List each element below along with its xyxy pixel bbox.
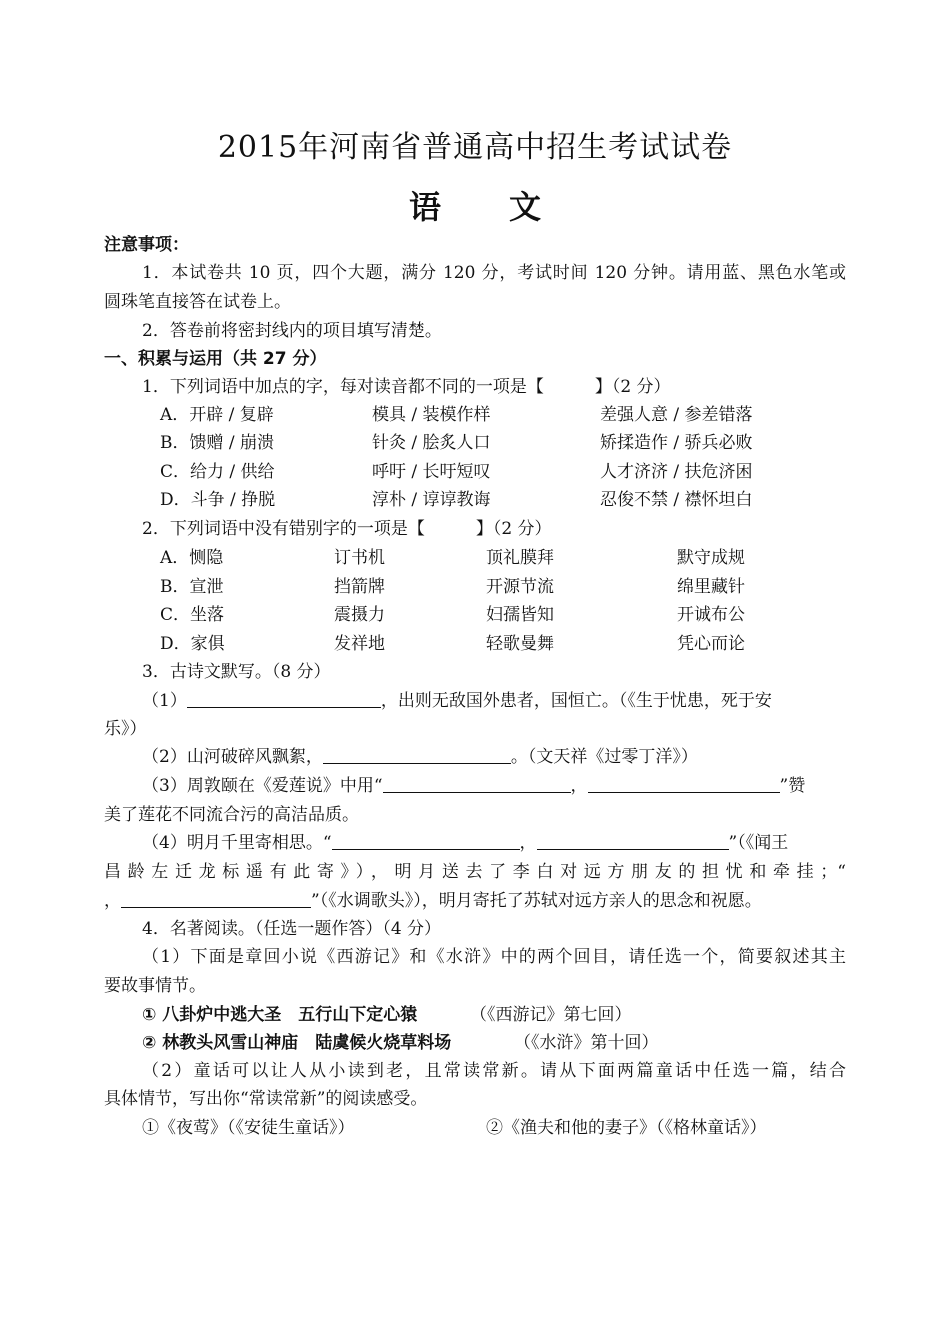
section-1-heading: 一、积累与运用（共 27 分）	[104, 349, 327, 369]
q4-choice-1-title: ① 八卦炉中逃大圣 五行山下定心猿	[142, 1005, 418, 1025]
q1-option-a-2: 模具 / 装模作样	[372, 405, 491, 425]
answer-blank[interactable]	[537, 833, 729, 850]
q4-part-1-cont: 要故事情节。	[104, 976, 206, 996]
q3-part-4	[142, 832, 788, 854]
q3-part-2	[142, 746, 698, 768]
q3-part-4-cont-2	[104, 890, 762, 912]
q4-story-1: ①《夜莺》（《安徒生童话》）	[142, 1118, 355, 1138]
exam-title: 2015年河南省普通高中招生考试试卷	[217, 130, 733, 165]
q2-option-d-4: 凭心而论	[677, 634, 745, 654]
answer-blank[interactable]	[588, 776, 780, 793]
q4-choice-1-source: （《西游记》第七回）	[470, 1005, 632, 1025]
q4-part-2-cont: 具体情节，写出你“常读常新”的阅读感受。	[104, 1089, 428, 1109]
subject-title	[0, 182, 950, 228]
q3-part-1	[142, 690, 772, 712]
answer-blank[interactable]	[332, 833, 520, 850]
q3-part-4-source: ”（《水调歌头》），明月寄托了苏轼对远方亲人的思念和祝愿。	[311, 891, 762, 911]
q3-part-3-cont: 美了莲花不同流合污的高洁品质。	[104, 805, 359, 825]
q2-option-d-1: D．家俱	[160, 634, 225, 654]
q1-option-b-1: B．馈赠 / 崩溃	[160, 433, 275, 453]
q2-option-c-1: C．坐落	[160, 605, 225, 625]
q3-part-3-comma: ，	[570, 776, 588, 796]
q4-part-1: （1）下面是章回小说《西游记》和《水浒》中的两个回目，请任选一个，简要叙述其主	[142, 947, 846, 967]
q1-stem: 1．下列词语中加点的字，每对读音都不同的一项是【 】（2 分）	[142, 377, 671, 397]
q1-option-d-1: D．斗争 / 挣脱	[160, 490, 276, 510]
q2-option-b-4: 绵里藏针	[677, 577, 745, 597]
q3-part-4-comma: ，	[519, 833, 537, 853]
q4-story-2: ②《渔夫和他的妻子》（《格林童话》）	[486, 1118, 767, 1138]
notice-item-1b: 圆珠笔直接答在试卷上。	[104, 292, 291, 312]
notice-item-1a: 1．本试卷共 10 页，四个大题，满分 120 分，考试时间 120 分钟。请用蓝、黑色水笔或	[142, 263, 846, 283]
q2-option-c-4: 开诚布公	[677, 605, 745, 625]
q1-option-d-2: 淳朴 / 谆谆教诲	[372, 490, 491, 510]
q1-option-a-3: 差强人意 / 参差错落	[600, 405, 753, 425]
q3-stem: 3．古诗文默写。（8 分）	[142, 662, 331, 682]
q1-option-a-1: A．开辟 / 复辟	[160, 405, 274, 425]
q3-part-3-quote: ”赞	[779, 776, 806, 796]
q3-part-1-text: ，出则无敌国外患者，国恒亡。（《生于忧患，死于安	[380, 691, 772, 711]
answer-blank[interactable]	[121, 891, 311, 908]
subject-char-1: 语	[408, 188, 441, 226]
q3-part-1-label: （1）	[142, 691, 187, 711]
q3-part-3-text: （3）周敦颐在《爱莲说》中用“	[142, 776, 383, 796]
subject-char-2: 文	[509, 188, 542, 226]
notice-heading: 注意事项：	[104, 235, 189, 255]
q3-part-4-comma-2: ，	[104, 891, 121, 911]
q3-part-3	[142, 775, 805, 797]
q2-option-a-1: A．恻隐	[160, 548, 224, 568]
q4-stem: 4．名著阅读。（任选一题作答）（4 分）	[142, 919, 442, 939]
q2-option-d-2: 发祥地	[334, 634, 385, 654]
q2-option-d-3: 轻歌曼舞	[486, 634, 554, 654]
q2-option-a-2: 订书机	[334, 548, 385, 568]
q2-option-b-1: B．宣泄	[160, 577, 224, 597]
answer-blank[interactable]	[383, 776, 571, 793]
q2-option-b-2: 挡箭牌	[334, 577, 385, 597]
q3-part-4-quote: ”（《闻王	[728, 833, 789, 853]
q3-part-1-cont: 乐》）	[104, 719, 147, 739]
q4-choice-2-source: （《水浒》第十回）	[514, 1033, 659, 1053]
q3-part-4-text: （4）明月千里寄相思。“	[142, 833, 332, 853]
q4-choice-2-title: ② 林教头风雪山神庙 陆虞候火烧草料场	[142, 1033, 452, 1053]
q1-option-b-3: 矫揉造作 / 骄兵必败	[600, 433, 753, 453]
q1-option-b-2: 针灸 / 脍炙人口	[372, 433, 491, 453]
q2-option-a-4: 默守成规	[677, 548, 745, 568]
q2-option-c-3: 妇孺皆知	[486, 605, 554, 625]
q3-part-2-text: （2）山河破碎风飘絮，	[142, 747, 323, 767]
q3-part-4-cont: 昌龄左迁龙标遥有此寄》），明月送去了李白对远方朋友的担忧和牵挂；“	[104, 862, 846, 882]
q2-stem: 2．下列词语中没有错别字的一项是【 】（2 分）	[142, 519, 552, 539]
q4-part-2: （2）童话可以让人从小读到老，且常读常新。请从下面两篇童话中任选一篇，结合	[142, 1061, 846, 1081]
answer-blank[interactable]	[323, 747, 511, 764]
q1-option-c-2: 呼吁 / 长吁短叹	[372, 462, 491, 482]
q2-option-c-2: 震摄力	[334, 605, 385, 625]
q1-option-c-1: C．给力 / 供给	[160, 462, 275, 482]
q1-option-c-3: 人才济济 / 扶危济困	[600, 462, 753, 482]
q3-part-2-source: 。（文天祥《过零丁洋》）	[510, 747, 698, 767]
q2-option-b-3: 开源节流	[486, 577, 554, 597]
notice-item-2: 2．答卷前将密封线内的项目填写清楚。	[142, 321, 442, 341]
q1-option-d-3: 忍俊不禁 / 襟怀坦白	[600, 490, 753, 510]
q2-option-a-3: 顶礼膜拜	[486, 548, 554, 568]
answer-blank[interactable]	[187, 691, 381, 708]
